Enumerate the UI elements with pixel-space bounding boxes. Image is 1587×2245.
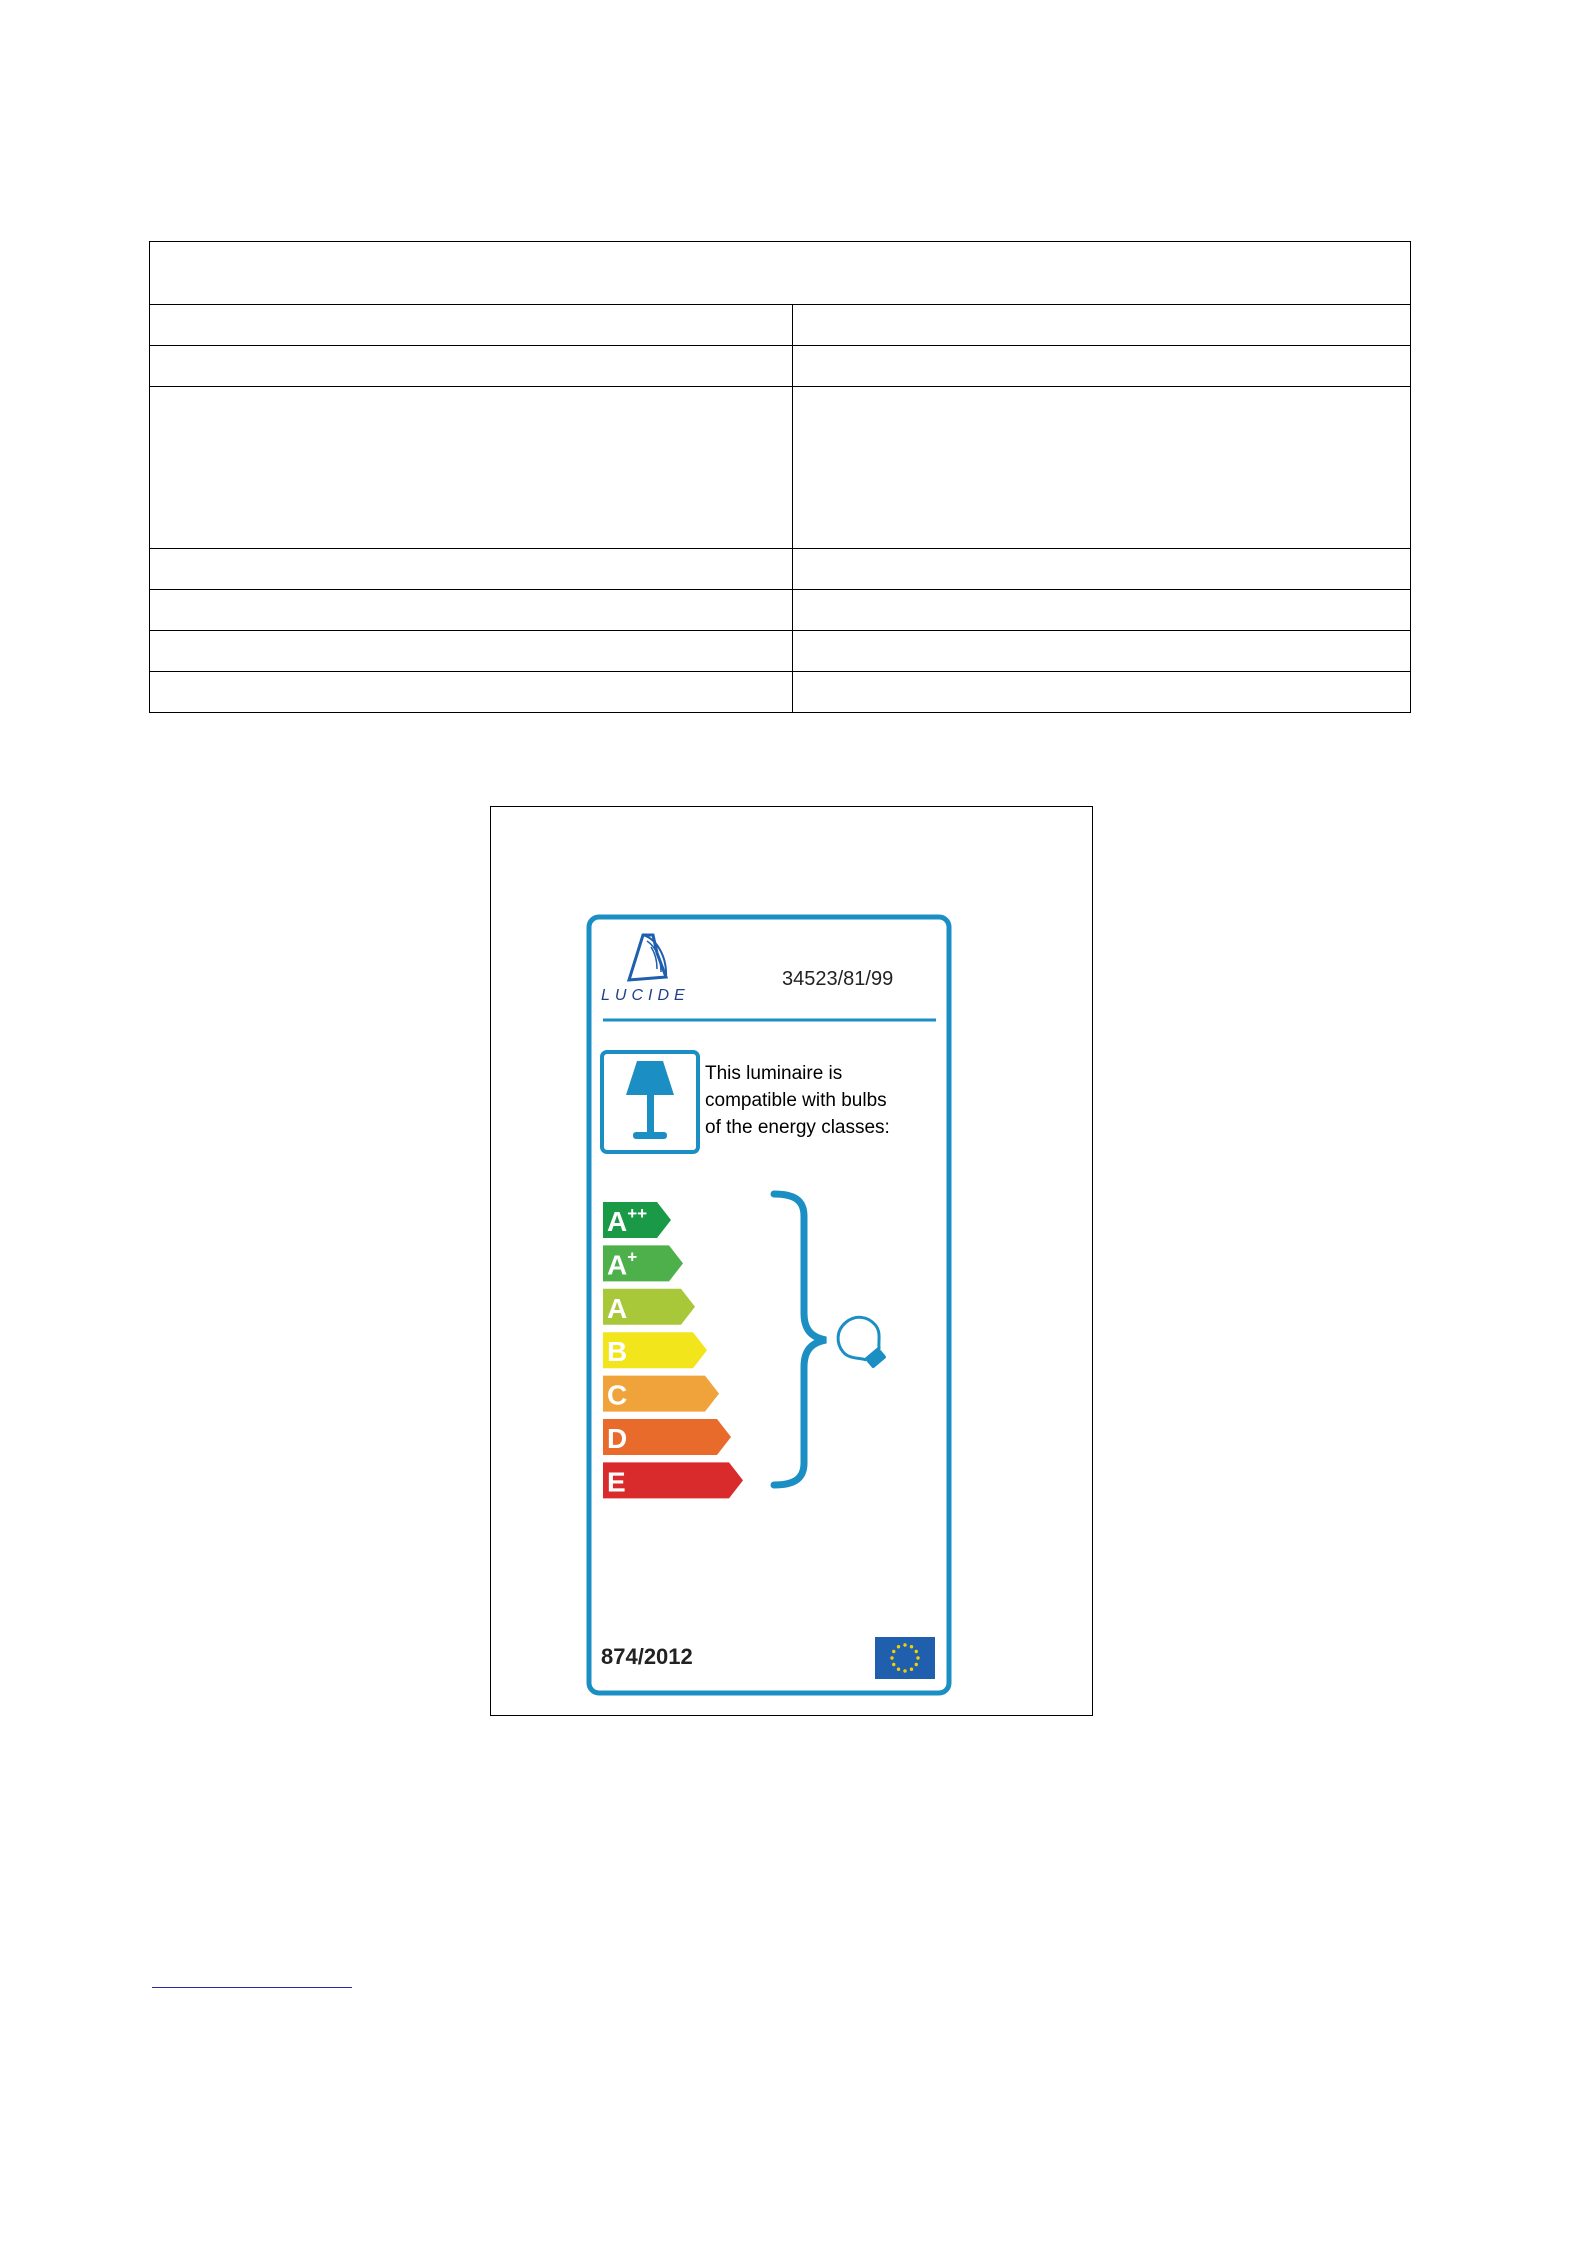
spec-value bbox=[793, 346, 1411, 387]
spec-value bbox=[793, 631, 1411, 672]
eu-star bbox=[910, 1645, 913, 1648]
compat-text-line2: compatible with bulbs bbox=[705, 1090, 887, 1111]
table-row bbox=[150, 672, 1411, 713]
table-lamp-icon bbox=[626, 1061, 674, 1139]
eu-star bbox=[915, 1650, 918, 1653]
regulation-number: 874/2012 bbox=[601, 1644, 693, 1669]
spec-value bbox=[793, 387, 1411, 549]
energy-class-label: E bbox=[607, 1466, 626, 1498]
table-row bbox=[150, 346, 1411, 387]
brand-name: LUCIDE bbox=[601, 987, 690, 1004]
light-bulb-icon bbox=[830, 1309, 896, 1377]
spec-value bbox=[793, 549, 1411, 590]
table-row bbox=[150, 549, 1411, 590]
model-number: 34523/81/99 bbox=[782, 968, 894, 990]
energy-class-label: D bbox=[607, 1423, 628, 1454]
energy-class-scale bbox=[603, 1202, 743, 1498]
spec-label bbox=[150, 631, 793, 672]
compat-text-line1: This luminaire is bbox=[705, 1063, 843, 1084]
eu-star bbox=[903, 1669, 906, 1672]
spec-label bbox=[150, 305, 793, 346]
compat-text-line3: of the energy classes: bbox=[705, 1117, 890, 1138]
spec-label bbox=[150, 672, 793, 713]
spec-label bbox=[150, 387, 793, 549]
lucide-logo-icon bbox=[629, 935, 666, 980]
eu-star bbox=[915, 1663, 918, 1666]
bracket-icon bbox=[774, 1194, 826, 1485]
table-row bbox=[150, 387, 1411, 549]
spec-label bbox=[150, 346, 793, 387]
energy-class-label: C bbox=[607, 1379, 628, 1411]
eu-star bbox=[916, 1656, 919, 1659]
table-row bbox=[150, 590, 1411, 631]
spec-label bbox=[150, 590, 793, 631]
eu-star bbox=[903, 1643, 906, 1646]
energy-class-label: A++ bbox=[607, 1204, 648, 1237]
spec-value bbox=[793, 672, 1411, 713]
footnote-separator bbox=[152, 1987, 352, 1988]
eu-star bbox=[897, 1668, 900, 1671]
table-row bbox=[150, 305, 1411, 346]
energy-class-label: A bbox=[607, 1292, 628, 1324]
spec-table-title bbox=[150, 242, 1411, 305]
eu-star bbox=[897, 1645, 900, 1648]
table-row bbox=[150, 631, 1411, 672]
energy-label-frame bbox=[490, 806, 1093, 1716]
energy-label bbox=[491, 807, 1094, 1717]
spec-value bbox=[793, 590, 1411, 631]
eu-star bbox=[892, 1650, 895, 1653]
eu-star bbox=[910, 1668, 913, 1671]
energy-class-label: A+ bbox=[607, 1247, 638, 1281]
eu-star bbox=[890, 1656, 893, 1659]
spec-table bbox=[149, 241, 1411, 713]
energy-class-label: B bbox=[607, 1336, 628, 1368]
spec-value bbox=[793, 305, 1411, 346]
eu-star bbox=[892, 1663, 895, 1666]
spec-label bbox=[150, 549, 793, 590]
